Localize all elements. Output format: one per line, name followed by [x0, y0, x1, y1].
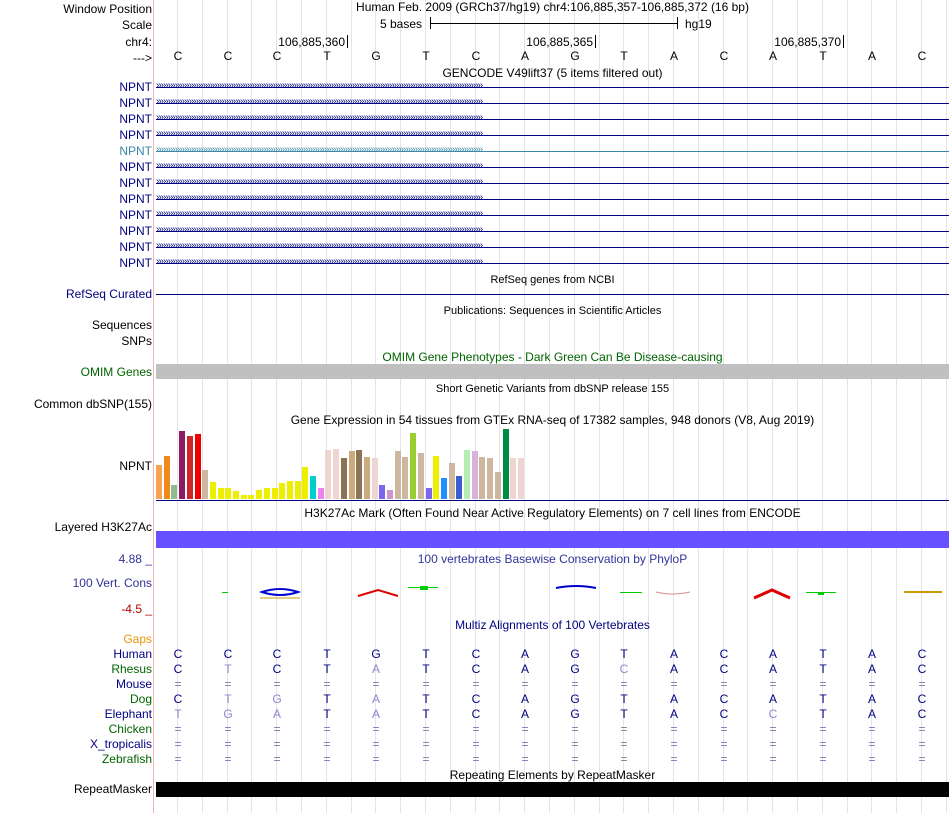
- gencode-item-label[interactable]: NPNT: [119, 160, 152, 174]
- base-letter: T: [323, 49, 331, 63]
- alignment-base: C: [173, 662, 183, 676]
- alignment-base: C: [272, 662, 282, 676]
- base-letter: T: [819, 49, 827, 63]
- omim-label[interactable]: OMIM Genes: [80, 365, 152, 379]
- alignment-base: =: [620, 752, 628, 766]
- alignment-base: T: [422, 662, 430, 676]
- alignment-base: =: [323, 752, 331, 766]
- base-letter: G: [570, 49, 580, 63]
- alignment-base: T: [819, 707, 827, 721]
- alignment-base: C: [917, 662, 927, 676]
- alignment-base: =: [670, 737, 678, 751]
- alignment-base: A: [768, 647, 777, 661]
- alignment-base: A: [768, 692, 777, 706]
- alignment-base: T: [422, 692, 430, 706]
- strand-arrows: ››››››››››››››››››››››››››››››››››››››››››››››››››››››››››››››››››››››››››››››››››››››››››››››››››››››››››››››››››››››››››››››››››››››››››››: [156, 224, 483, 235]
- alignment-base: =: [571, 752, 579, 766]
- alignment-base: =: [422, 722, 430, 736]
- alignment-base: T: [224, 692, 232, 706]
- alignment-base: T: [323, 662, 331, 676]
- species-label[interactable]: Chicken: [108, 722, 152, 736]
- gtex-title: Gene Expression in 54 tissues from GTEx RNA-seq of 17382 samples, 948 donors (V8, Aug 2019): [290, 413, 815, 427]
- alignment-base: T: [422, 707, 430, 721]
- alignment-base: A: [669, 662, 678, 676]
- alignment-base: =: [273, 737, 281, 751]
- alignment-base: =: [819, 722, 827, 736]
- base-letter: T: [422, 49, 430, 63]
- scale-label: Scale: [121, 18, 152, 32]
- alignment-base: =: [769, 722, 777, 736]
- species-label[interactable]: Elephant: [104, 707, 152, 721]
- refseq-label[interactable]: RefSeq Curated: [65, 287, 152, 301]
- alignment-base: C: [917, 692, 927, 706]
- species-label[interactable]: X_tropicalis: [89, 737, 152, 751]
- alignment-base: =: [918, 677, 926, 691]
- h3k27ac-label[interactable]: Layered H3K27Ac: [54, 520, 152, 534]
- alignment-base: A: [669, 692, 678, 706]
- gencode-title: GENCODE V49lift37 (5 items filtered out): [442, 66, 663, 80]
- strand-arrows: ››››››››››››››››››››››››››››››››››››››››››››››››››››››››››››››››››››››››››››››››››››››››››››››››››››››››››››››››››››››››››››››››››››››››››››: [156, 128, 483, 139]
- gencode-item-label[interactable]: NPNT: [119, 176, 152, 190]
- strand-arrows: ››››››››››››››››››››››››››››››››››››››››››››››››››››››››››››››››››››››››››››››››››››››››››››››››››››››››››››››››››››››››››››››››››››››››››››: [156, 256, 483, 267]
- alignment-base: T: [224, 662, 232, 676]
- alignment-base: =: [224, 737, 232, 751]
- alignment-base: =: [918, 752, 926, 766]
- phylop-title: 100 vertebrates Basewise Conservation by PhyloP: [417, 552, 688, 566]
- base-letter: C: [173, 49, 183, 63]
- alignment-base: =: [720, 752, 728, 766]
- ruler-tick-label: 106,885,365: [526, 35, 593, 49]
- alignment-base: T: [323, 692, 331, 706]
- ruler-tick-label: 106,885,360: [278, 35, 345, 49]
- alignment-base: =: [174, 737, 182, 751]
- alignment-base: C: [471, 692, 481, 706]
- alignment-base: T: [620, 692, 628, 706]
- gencode-item-label[interactable]: NPNT: [119, 240, 152, 254]
- alignment-base: =: [521, 677, 529, 691]
- alignment-base: A: [867, 662, 876, 676]
- h3k27ac-title: H3K27Ac Mark (Often Found Near Active Regulatory Elements) on 7 cell lines from ENCODE: [304, 506, 801, 520]
- base-letter: A: [867, 49, 876, 63]
- base-letter: A: [768, 49, 777, 63]
- alignment-base: =: [819, 737, 827, 751]
- alignment-base: =: [868, 737, 876, 751]
- alignment-base: =: [174, 677, 182, 691]
- alignment-base: =: [720, 722, 728, 736]
- gtex-label[interactable]: NPNT: [119, 459, 152, 473]
- assembly-label: hg19: [685, 17, 712, 31]
- alignment-base: G: [570, 662, 580, 676]
- alignment-base: =: [372, 752, 380, 766]
- alignment-base: G: [570, 692, 580, 706]
- species-label[interactable]: Mouse: [115, 677, 152, 691]
- strand-arrows: ››››››››››››››››››››››››››››››››››››››››››››››››››››››››››››››››››››››››››››››››››››››››››››››››››››››››››››››››››››››››››››››››››››››››››››: [156, 96, 483, 107]
- alignment-base: A: [520, 662, 529, 676]
- alignment-base: C: [917, 647, 927, 661]
- alignment-base: =: [868, 722, 876, 736]
- base-letter: C: [719, 49, 729, 63]
- alignment-base: =: [224, 752, 232, 766]
- scale-text: 5 bases: [380, 17, 423, 31]
- alignment-base: A: [371, 707, 380, 721]
- alignment-base: =: [472, 722, 480, 736]
- gencode-item-label[interactable]: NPNT: [119, 128, 152, 142]
- snps-label[interactable]: SNPs: [121, 334, 152, 348]
- alignment-base: =: [521, 737, 529, 751]
- window-position-label: Window Position: [63, 2, 152, 16]
- alignment-base: =: [720, 677, 728, 691]
- alignment-base: T: [323, 647, 331, 661]
- repeatmasker-title: Repeating Elements by RepeatMasker: [449, 768, 656, 782]
- alignment-base: =: [769, 677, 777, 691]
- alignment-base: A: [669, 647, 678, 661]
- alignment-base: =: [323, 737, 331, 751]
- sequences-label[interactable]: Sequences: [91, 318, 152, 332]
- gencode-item-label[interactable]: NPNT: [119, 192, 152, 206]
- phylop-label[interactable]: 100 Vert. Cons: [72, 576, 152, 590]
- dbsnp-label[interactable]: Common dbSNP(155): [33, 397, 152, 411]
- alignment-base: C: [173, 692, 183, 706]
- alignment-base: T: [819, 692, 827, 706]
- alignment-base: C: [719, 647, 729, 661]
- chr-label: chr4:: [125, 35, 152, 49]
- base-letter: G: [371, 49, 381, 63]
- alignment-base: =: [868, 752, 876, 766]
- alignment-base: =: [620, 677, 628, 691]
- alignment-base: A: [520, 707, 529, 721]
- alignment-base: =: [422, 752, 430, 766]
- strand-arrows: ››››››››››››››››››››››››››››››››››››››››››››››››››››››››››››››››››››››››››››››››››››››››››››››››››››››››››››››››››››››››››››››››››››››››››››: [156, 176, 483, 187]
- alignment-base: T: [620, 647, 628, 661]
- gencode-item-label[interactable]: NPNT: [119, 144, 152, 158]
- alignment-base: =: [372, 677, 380, 691]
- gaps-label[interactable]: Gaps: [123, 632, 152, 646]
- alignment-base: =: [670, 722, 678, 736]
- omim-title: OMIM Gene Phenotypes - Dark Green Can Be Disease-causing: [382, 350, 723, 364]
- ruler-tick-label: 106,885,370: [774, 35, 841, 49]
- base-letter: A: [520, 49, 529, 63]
- alignment-base: =: [224, 722, 232, 736]
- alignment-base: =: [670, 752, 678, 766]
- position-text: Human Feb. 2009 (GRCh37/hg19) chr4:106,885,357-106,885,372 (16 bp): [356, 0, 749, 14]
- base-letter: T: [620, 49, 628, 63]
- base-letter: C: [471, 49, 481, 63]
- alignment-base: =: [868, 677, 876, 691]
- alignment-base: C: [272, 647, 282, 661]
- strand-arrows: ››››››››››››››››››››››››››››››››››››››››››››››››››››››››››››››››››››››››››››››››››››››››››››››››››››››››››››››››››››››››››››››››››››››››››››: [156, 112, 483, 123]
- alignment-base: A: [768, 662, 777, 676]
- alignment-base: =: [323, 722, 331, 736]
- alignment-base: =: [273, 722, 281, 736]
- alignment-base: A: [371, 662, 380, 676]
- strand-arrows: ››››››››››››››››››››››››››››››››››››››››››››››››››››››››››››››››››››››››››››››››››››››››››››››››››››››››››››››››››››››››››››››››››››››››››››: [156, 240, 483, 251]
- alignment-base: =: [174, 752, 182, 766]
- gencode-item-label[interactable]: NPNT: [119, 112, 152, 126]
- alignment-base: =: [918, 722, 926, 736]
- strand-arrows: ››››››››››››››››››››››››››››››››››››››››››››››››››››››››››››››››››››››››››››››››››››››››››››››››››››››››››››››››››››››››››››››››››››››››››››: [156, 160, 483, 171]
- alignment-base: A: [272, 707, 281, 721]
- repeatmasker-label[interactable]: RepeatMasker: [73, 782, 152, 796]
- alignment-base: A: [867, 707, 876, 721]
- alignment-base: =: [769, 752, 777, 766]
- alignment-base: G: [371, 647, 381, 661]
- alignment-base: =: [620, 722, 628, 736]
- alignment-base: =: [273, 677, 281, 691]
- alignment-base: T: [323, 707, 331, 721]
- alignment-base: C: [619, 662, 629, 676]
- alignment-base: C: [719, 692, 729, 706]
- alignment-base: T: [819, 662, 827, 676]
- alignment-base: C: [471, 647, 481, 661]
- alignment-base: =: [720, 737, 728, 751]
- alignment-base: C: [719, 707, 729, 721]
- alignment-base: =: [918, 737, 926, 751]
- strand-arrows: ››››››››››››››››››››››››››››››››››››››››››››››››››››››››››››››››››››››››››››››››››››››››››››››››››››››››››››››››››››››››››››››››››››››››››››: [156, 192, 483, 203]
- base-letter: C: [917, 49, 927, 63]
- alignment-base: =: [571, 677, 579, 691]
- species-label[interactable]: Human: [113, 647, 152, 661]
- gencode-item-label[interactable]: NPNT: [119, 224, 152, 238]
- alignment-base: =: [769, 737, 777, 751]
- strand-label: --->: [133, 51, 152, 65]
- alignment-base: =: [372, 737, 380, 751]
- alignment-base: C: [471, 662, 481, 676]
- alignment-base: A: [669, 707, 678, 721]
- dbsnp-title: Short Genetic Variants from dbSNP release 155: [435, 383, 670, 395]
- alignment-base: G: [570, 707, 580, 721]
- alignment-base: A: [867, 647, 876, 661]
- alignment-base: =: [323, 677, 331, 691]
- alignment-base: C: [917, 707, 927, 721]
- alignment-base: C: [173, 647, 183, 661]
- base-letter: C: [223, 49, 233, 63]
- phylop-max: 4.88 _: [118, 552, 152, 566]
- phylop-min: -4.5 _: [121, 602, 152, 616]
- multiz-title: Multiz Alignments of 100 Vertebrates: [455, 618, 650, 632]
- alignment-base: T: [819, 647, 827, 661]
- alignment-base: =: [670, 677, 678, 691]
- strand-arrows: ››››››››››››››››››››››››››››››››››››››››››››››››››››››››››››››››››››››››››››››››››››››››››››››››››››››››››››››››››››››››››››››››››››››››››››: [156, 208, 483, 219]
- species-label[interactable]: Dog: [129, 692, 152, 706]
- gencode-item-label[interactable]: NPNT: [119, 208, 152, 222]
- base-letter: A: [669, 49, 678, 63]
- alignment-base: C: [768, 707, 778, 721]
- alignment-base: A: [371, 692, 380, 706]
- alignment-base: C: [471, 707, 481, 721]
- gencode-item-label[interactable]: NPNT: [119, 256, 152, 270]
- alignment-base: A: [867, 692, 876, 706]
- refseq-title: RefSeq genes from NCBI: [490, 274, 615, 286]
- alignment-base: =: [819, 752, 827, 766]
- alignment-base: T: [620, 707, 628, 721]
- alignment-base: =: [472, 737, 480, 751]
- alignment-base: =: [472, 677, 480, 691]
- alignment-base: =: [521, 752, 529, 766]
- alignment-base: A: [520, 647, 529, 661]
- publications-title: Publications: Sequences in Scientific Articles: [443, 305, 662, 317]
- species-label[interactable]: Zebrafish: [101, 752, 152, 766]
- species-label[interactable]: Rhesus: [111, 662, 152, 676]
- alignment-base: T: [174, 707, 182, 721]
- alignment-base: T: [422, 647, 430, 661]
- alignment-base: =: [521, 722, 529, 736]
- alignment-base: G: [570, 647, 580, 661]
- strand-arrows: ››››››››››››››››››››››››››››››››››››››››››››››››››››››››››››››››››››››››››››››››››››››››››››››››››››››››››››››››››››››››››››››››››››››››››››: [156, 144, 483, 155]
- strand-arrows: ››››››››››››››››››››››››››››››››››››››››››››››››››››››››››››››››››››››››››››››››››››››››››››››››››››››››››››››››››››››››››››››››››››››››››››: [156, 80, 483, 91]
- gencode-item-label[interactable]: NPNT: [119, 80, 152, 94]
- alignment-base: G: [223, 707, 233, 721]
- gencode-item-label[interactable]: NPNT: [119, 96, 152, 110]
- alignment-base: =: [571, 722, 579, 736]
- base-letter: C: [272, 49, 282, 63]
- alignment-base: C: [719, 662, 729, 676]
- alignment-base: =: [472, 752, 480, 766]
- alignment-base: =: [819, 677, 827, 691]
- alignment-base: =: [422, 737, 430, 751]
- alignment-base: C: [223, 647, 233, 661]
- alignment-base: =: [273, 752, 281, 766]
- alignment-base: =: [422, 677, 430, 691]
- alignment-base: =: [174, 722, 182, 736]
- alignment-base: =: [571, 737, 579, 751]
- alignment-base: =: [224, 677, 232, 691]
- alignment-base: G: [272, 692, 282, 706]
- alignment-base: =: [620, 737, 628, 751]
- repeatmasker-bar[interactable]: [156, 782, 949, 797]
- alignment-base: =: [372, 722, 380, 736]
- alignment-base: A: [520, 692, 529, 706]
